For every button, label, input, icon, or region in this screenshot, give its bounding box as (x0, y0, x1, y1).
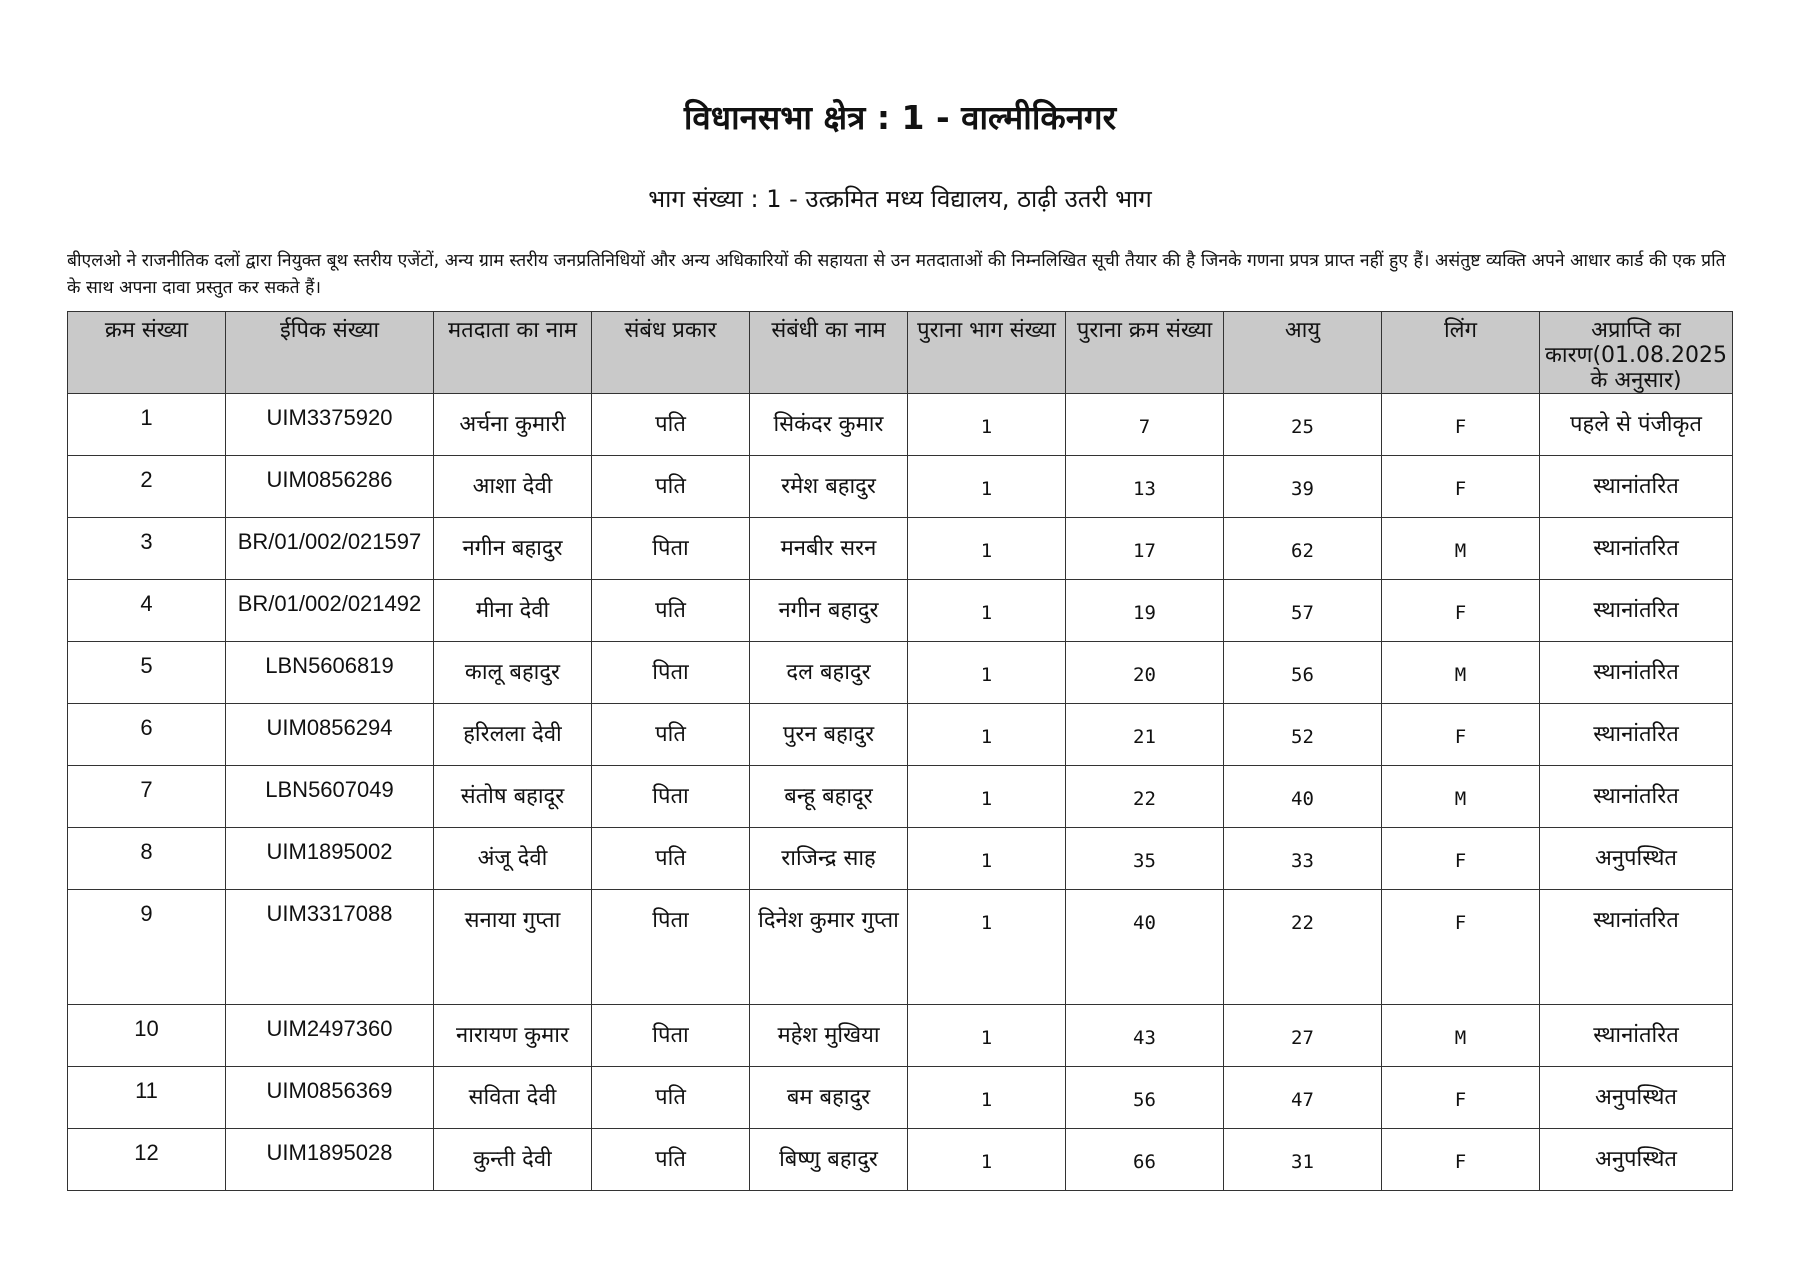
cell-reason-text: अनुपस्थित (1595, 1147, 1677, 1172)
cell-relative-name-text: बम बहादुर (786, 1085, 871, 1110)
cell-relative-name (750, 704, 908, 766)
cell-old-part-text: 1 (980, 850, 993, 872)
cell-serial (68, 580, 226, 642)
col-header-voter-name: मतदाता का नाम (434, 312, 592, 394)
cell-epic-text: UIM3375920 (266, 405, 393, 430)
cell-gender (1382, 580, 1540, 642)
cell-voter-name (434, 1129, 592, 1191)
cell-relation-type (592, 518, 750, 580)
cell-serial (68, 642, 226, 704)
cell-relation-type (592, 580, 750, 642)
cell-age-text: 57 (1291, 602, 1314, 624)
cell-gender-text: F (1454, 912, 1467, 934)
cell-old-part-text: 1 (980, 1027, 993, 1049)
cell-gender (1382, 1129, 1540, 1191)
cell-old-serial-text: 40 (1133, 912, 1156, 934)
cell-reason-text: स्थानांतरित (1593, 1023, 1679, 1048)
cell-relation-type-text: पति (655, 1147, 686, 1172)
cell-epic (226, 1005, 434, 1067)
cell-serial-text: 2 (140, 467, 153, 492)
cell-age (1224, 1067, 1382, 1129)
cell-relation-type (592, 828, 750, 890)
cell-gender-text: F (1454, 478, 1467, 500)
cell-epic-text: UIM1895028 (266, 1140, 393, 1165)
cell-old-part (908, 456, 1066, 518)
cell-voter-name-text: अंजू देवी (477, 846, 548, 871)
cell-voter-name (434, 642, 592, 704)
cell-relative-name-text: बन्हू बहादूर (784, 784, 873, 809)
table-row (68, 828, 1733, 890)
cell-serial (68, 890, 226, 1005)
col-header-gender: लिंग (1382, 312, 1540, 394)
cell-relation-type-text: पति (655, 474, 686, 499)
cell-old-part (908, 642, 1066, 704)
cell-relation-type (592, 394, 750, 456)
cell-gender (1382, 828, 1540, 890)
cell-old-serial (1066, 642, 1224, 704)
cell-serial (68, 828, 226, 890)
cell-age-text: 39 (1291, 478, 1314, 500)
cell-gender-text: F (1454, 1089, 1467, 1111)
cell-old-serial (1066, 580, 1224, 642)
cell-gender (1382, 394, 1540, 456)
cell-age (1224, 704, 1382, 766)
cell-reason-text: अनुपस्थित (1595, 1085, 1677, 1110)
cell-gender-text: M (1454, 540, 1467, 562)
cell-age (1224, 394, 1382, 456)
cell-gender-text: F (1454, 416, 1467, 438)
cell-voter-name-text: कुन्ती देवी (473, 1147, 552, 1172)
cell-relative-name (750, 1005, 908, 1067)
cell-relative-name-text: पुरन बहादुर (782, 722, 875, 747)
cell-reason-text: स्थानांतरित (1593, 908, 1679, 933)
table-row (68, 394, 1733, 456)
cell-relation-type (592, 456, 750, 518)
cell-gender (1382, 1005, 1540, 1067)
cell-relation-type (592, 766, 750, 828)
cell-relative-name-text: बिष्णु बहादुर (779, 1147, 878, 1172)
cell-epic-text: BR/01/002/021597 (237, 529, 422, 554)
cell-relative-name (750, 580, 908, 642)
cell-reason (1540, 1129, 1733, 1191)
col-header-serial: क्रम संख्या (68, 312, 226, 394)
cell-voter-name (434, 766, 592, 828)
cell-relative-name-text: महेश मुखिया (777, 1023, 880, 1048)
cell-epic (226, 1067, 434, 1129)
table-row (68, 518, 1733, 580)
cell-serial-text: 12 (134, 1140, 159, 1165)
cell-voter-name-text: सनाया गुप्ता (464, 908, 561, 933)
cell-relative-name (750, 518, 908, 580)
col-header-old-serial: पुराना क्रम संख्या (1066, 312, 1224, 394)
cell-old-part-text: 1 (980, 602, 993, 624)
cell-serial-text: 8 (140, 839, 153, 864)
cell-relation-type (592, 1067, 750, 1129)
cell-relative-name (750, 456, 908, 518)
cell-voter-name-text: मीना देवी (475, 598, 550, 623)
cell-old-part (908, 704, 1066, 766)
cell-relative-name (750, 890, 908, 1005)
table-row (68, 766, 1733, 828)
cell-relation-type-text: पति (655, 722, 686, 747)
cell-serial (68, 1005, 226, 1067)
cell-age-text: 25 (1291, 416, 1314, 438)
cell-old-part-text: 1 (980, 788, 993, 810)
table-row (68, 1129, 1733, 1191)
cell-voter-name (434, 1067, 592, 1129)
cell-age-text: 33 (1291, 850, 1314, 872)
cell-voter-name (434, 1005, 592, 1067)
cell-old-serial-text: 22 (1133, 788, 1156, 810)
cell-reason (1540, 642, 1733, 704)
col-header-reason: अप्राप्ति का कारण(01.08.2025 के अनुसार) (1540, 312, 1733, 394)
cell-gender-text: F (1454, 1151, 1467, 1173)
cell-old-part (908, 1067, 1066, 1129)
cell-voter-name-text: सविता देवी (468, 1085, 557, 1110)
cell-relative-name-text: दिनेश कुमार गुप्ता (758, 908, 899, 933)
cell-reason (1540, 1005, 1733, 1067)
cell-age (1224, 890, 1382, 1005)
cell-voter-name (434, 456, 592, 518)
cell-relation-type (592, 1129, 750, 1191)
table-row (68, 704, 1733, 766)
cell-epic-text: LBN5607049 (265, 777, 394, 802)
col-header-old-part: पुराना भाग संख्या (908, 312, 1066, 394)
cell-gender (1382, 704, 1540, 766)
cell-epic (226, 1129, 434, 1191)
cell-old-serial-text: 7 (1138, 416, 1151, 438)
cell-old-part (908, 890, 1066, 1005)
cell-old-serial-text: 19 (1133, 602, 1156, 624)
cell-reason (1540, 580, 1733, 642)
cell-epic (226, 890, 434, 1005)
cell-serial-text: 4 (140, 591, 153, 616)
cell-old-serial (1066, 890, 1224, 1005)
cell-age (1224, 580, 1382, 642)
cell-gender-text: F (1454, 602, 1467, 624)
cell-relative-name-text: रमेश बहादुर (781, 474, 876, 499)
cell-relative-name (750, 642, 908, 704)
cell-age (1224, 1005, 1382, 1067)
cell-old-serial (1066, 456, 1224, 518)
cell-serial-text: 7 (140, 777, 153, 802)
cell-age-text: 52 (1291, 726, 1314, 748)
cell-old-serial (1066, 828, 1224, 890)
cell-serial-text: 11 (135, 1078, 158, 1103)
cell-voter-name (434, 828, 592, 890)
cell-serial (68, 1067, 226, 1129)
cell-relation-type-text: पिता (652, 1023, 689, 1048)
cell-reason-text: स्थानांतरित (1593, 660, 1679, 685)
cell-serial-text: 3 (140, 529, 153, 554)
cell-gender-text: F (1454, 726, 1467, 748)
cell-old-part (908, 518, 1066, 580)
cell-epic (226, 518, 434, 580)
cell-old-part-text: 1 (980, 664, 993, 686)
col-header-epic: ईपिक संख्या (226, 312, 434, 394)
cell-reason-text: स्थानांतरित (1593, 598, 1679, 623)
cell-voter-name-text: नारायण कुमार (455, 1023, 569, 1048)
cell-age (1224, 642, 1382, 704)
cell-gender (1382, 642, 1540, 704)
cell-reason-text: स्थानांतरित (1593, 784, 1679, 809)
cell-old-serial-text: 13 (1133, 478, 1156, 500)
cell-voter-name (434, 518, 592, 580)
cell-reason (1540, 890, 1733, 1005)
table-row (68, 580, 1733, 642)
cell-old-part-text: 1 (980, 416, 993, 438)
cell-serial-text: 6 (140, 715, 153, 740)
cell-serial (68, 766, 226, 828)
cell-serial-text: 10 (134, 1016, 159, 1041)
cell-voter-name-text: संतोष बहादूर (460, 784, 565, 809)
cell-age-text: 62 (1291, 540, 1314, 562)
cell-serial (68, 704, 226, 766)
cell-epic (226, 580, 434, 642)
cell-old-part-text: 1 (980, 1151, 993, 1173)
cell-relation-type-text: पिता (652, 908, 689, 933)
cell-old-part (908, 1005, 1066, 1067)
cell-serial (68, 456, 226, 518)
cell-serial (68, 518, 226, 580)
cell-voter-name-text: कालू बहादुर (464, 660, 561, 685)
cell-old-part (908, 580, 1066, 642)
cell-voter-name (434, 704, 592, 766)
cell-gender-text: M (1454, 1027, 1467, 1049)
cell-relative-name-text: राजिन्द्र साह (781, 846, 876, 871)
cell-age (1224, 456, 1382, 518)
cell-relation-type-text: पति (655, 1085, 686, 1110)
cell-voter-name (434, 394, 592, 456)
cell-old-part (908, 1129, 1066, 1191)
cell-relation-type-text: पिता (652, 536, 689, 561)
cell-old-serial-text: 21 (1133, 726, 1156, 748)
cell-gender (1382, 1067, 1540, 1129)
cell-age-text: 27 (1291, 1027, 1314, 1049)
cell-reason-text: स्थानांतरित (1593, 536, 1679, 561)
table-row (68, 642, 1733, 704)
instruction-note: बीएलओ ने राजनीतिक दलों द्वारा नियुक्त बूथ स्तरीय एजेंटों, अन्य ग्राम स्तरीय जनप्रतिनिधियों और अन्य अधिकारियों की सहायता से उन मतदाताओं की निम्नलिखित सूची तैयार की है जिनके गणना प्रपत्र प्राप्त नहीं हुए हैं। असंतुष्ट व्यक्ति अपने आधार कार्ड की एक प्रति के साथ अपना दावा प्रस्तुत कर सकते हैं। (67, 251, 1726, 298)
cell-reason (1540, 704, 1733, 766)
cell-relative-name-text: मनबीर सरन (780, 536, 877, 561)
cell-epic (226, 456, 434, 518)
cell-relative-name-text: नगीन बहादुर (778, 598, 879, 623)
cell-relative-name-text: दल बहादुर (786, 660, 871, 685)
cell-relation-type-text: पति (655, 598, 686, 623)
cell-old-serial-text: 35 (1133, 850, 1156, 872)
cell-voter-name-text: हरिलला देवी (463, 722, 562, 747)
cell-age-text: 47 (1291, 1089, 1314, 1111)
cell-age (1224, 766, 1382, 828)
cell-relation-type (592, 704, 750, 766)
cell-old-part (908, 766, 1066, 828)
table-row (68, 456, 1733, 518)
cell-voter-name (434, 890, 592, 1005)
cell-epic-text: UIM3317088 (266, 901, 393, 926)
cell-epic-text: BR/01/002/021492 (237, 591, 422, 616)
cell-old-part-text: 1 (980, 478, 993, 500)
cell-old-serial (1066, 1067, 1224, 1129)
cell-old-serial-text: 66 (1133, 1151, 1156, 1173)
voter-table (67, 311, 1733, 1191)
cell-epic (226, 828, 434, 890)
cell-reason-text: स्थानांतरित (1593, 722, 1679, 747)
cell-old-part (908, 828, 1066, 890)
cell-old-part-text: 1 (980, 540, 993, 562)
cell-old-part-text: 1 (980, 726, 993, 748)
cell-voter-name-text: नगीन बहादुर (462, 536, 563, 561)
cell-relation-type (592, 642, 750, 704)
cell-old-serial-text: 43 (1133, 1027, 1156, 1049)
assembly-title: विधानसभा क्षेत्र : 1 - वाल्मीकिनगर (683, 98, 1117, 137)
cell-serial-text: 5 (140, 653, 153, 678)
cell-gender (1382, 890, 1540, 1005)
cell-voter-name (434, 580, 592, 642)
cell-old-part (908, 394, 1066, 456)
cell-age-text: 22 (1291, 912, 1314, 934)
cell-old-serial (1066, 1129, 1224, 1191)
cell-reason-text: पहले से पंजीकृत (1570, 412, 1702, 437)
cell-relative-name-text: सिकंदर कुमार (773, 412, 884, 437)
cell-reason (1540, 766, 1733, 828)
cell-epic-text: UIM0856294 (266, 715, 393, 740)
cell-old-part-text: 1 (980, 1089, 993, 1111)
cell-age (1224, 828, 1382, 890)
cell-serial-text: 1 (140, 405, 153, 430)
cell-old-serial-text: 20 (1133, 664, 1156, 686)
cell-old-serial (1066, 704, 1224, 766)
cell-old-part-text: 1 (980, 912, 993, 934)
cell-epic (226, 642, 434, 704)
cell-serial-text: 9 (140, 901, 153, 926)
part-subtitle: भाग संख्या : 1 - उत्क्रमित मध्य विद्यालय, ठाढ़ी उतरी भाग (648, 185, 1152, 213)
cell-gender-text: M (1454, 664, 1467, 686)
cell-reason (1540, 828, 1733, 890)
cell-age-text: 40 (1291, 788, 1314, 810)
cell-gender (1382, 456, 1540, 518)
table-row (68, 890, 1733, 1005)
cell-epic-text: LBN5606819 (265, 653, 394, 678)
cell-relation-type-text: पिता (652, 660, 689, 685)
cell-serial (68, 1129, 226, 1191)
cell-old-serial (1066, 766, 1224, 828)
table-row (68, 1067, 1733, 1129)
cell-relation-type-text: पति (655, 846, 686, 871)
cell-epic (226, 766, 434, 828)
cell-epic-text: UIM0856369 (266, 1078, 393, 1103)
cell-old-serial (1066, 1005, 1224, 1067)
cell-epic (226, 704, 434, 766)
cell-age (1224, 518, 1382, 580)
cell-age-text: 31 (1291, 1151, 1314, 1173)
cell-reason (1540, 518, 1733, 580)
cell-relation-type-text: पति (655, 412, 686, 437)
cell-old-serial-text: 17 (1133, 540, 1156, 562)
cell-gender-text: M (1454, 788, 1467, 810)
cell-relative-name (750, 1067, 908, 1129)
cell-epic (226, 394, 434, 456)
cell-epic-text: UIM0856286 (266, 467, 393, 492)
cell-age-text: 56 (1291, 664, 1314, 686)
col-header-relative-name: संबंधी का नाम (750, 312, 908, 394)
cell-reason (1540, 456, 1733, 518)
cell-old-serial (1066, 518, 1224, 580)
cell-gender-text: F (1454, 850, 1467, 872)
cell-relative-name (750, 766, 908, 828)
cell-relative-name (750, 1129, 908, 1191)
cell-voter-name-text: आशा देवी (472, 474, 553, 499)
cell-gender (1382, 518, 1540, 580)
col-header-age: आयु (1224, 312, 1382, 394)
cell-relative-name (750, 394, 908, 456)
cell-epic-text: UIM2497360 (266, 1016, 393, 1041)
cell-serial (68, 394, 226, 456)
cell-reason-text: अनुपस्थित (1595, 846, 1677, 871)
cell-age (1224, 1129, 1382, 1191)
cell-old-serial-text: 56 (1133, 1089, 1156, 1111)
cell-reason-text: स्थानांतरित (1593, 474, 1679, 499)
cell-relation-type-text: पिता (652, 784, 689, 809)
cell-reason (1540, 394, 1733, 456)
cell-reason (1540, 1067, 1733, 1129)
cell-relation-type (592, 890, 750, 1005)
cell-relative-name (750, 828, 908, 890)
cell-relation-type (592, 1005, 750, 1067)
cell-old-serial (1066, 394, 1224, 456)
cell-epic-text: UIM1895002 (266, 839, 393, 864)
table-header-row (68, 312, 1733, 394)
col-header-relation-type: संबंध प्रकार (592, 312, 750, 394)
cell-gender (1382, 766, 1540, 828)
table-row (68, 1005, 1733, 1067)
cell-voter-name-text: अर्चना कुमारी (459, 412, 566, 437)
